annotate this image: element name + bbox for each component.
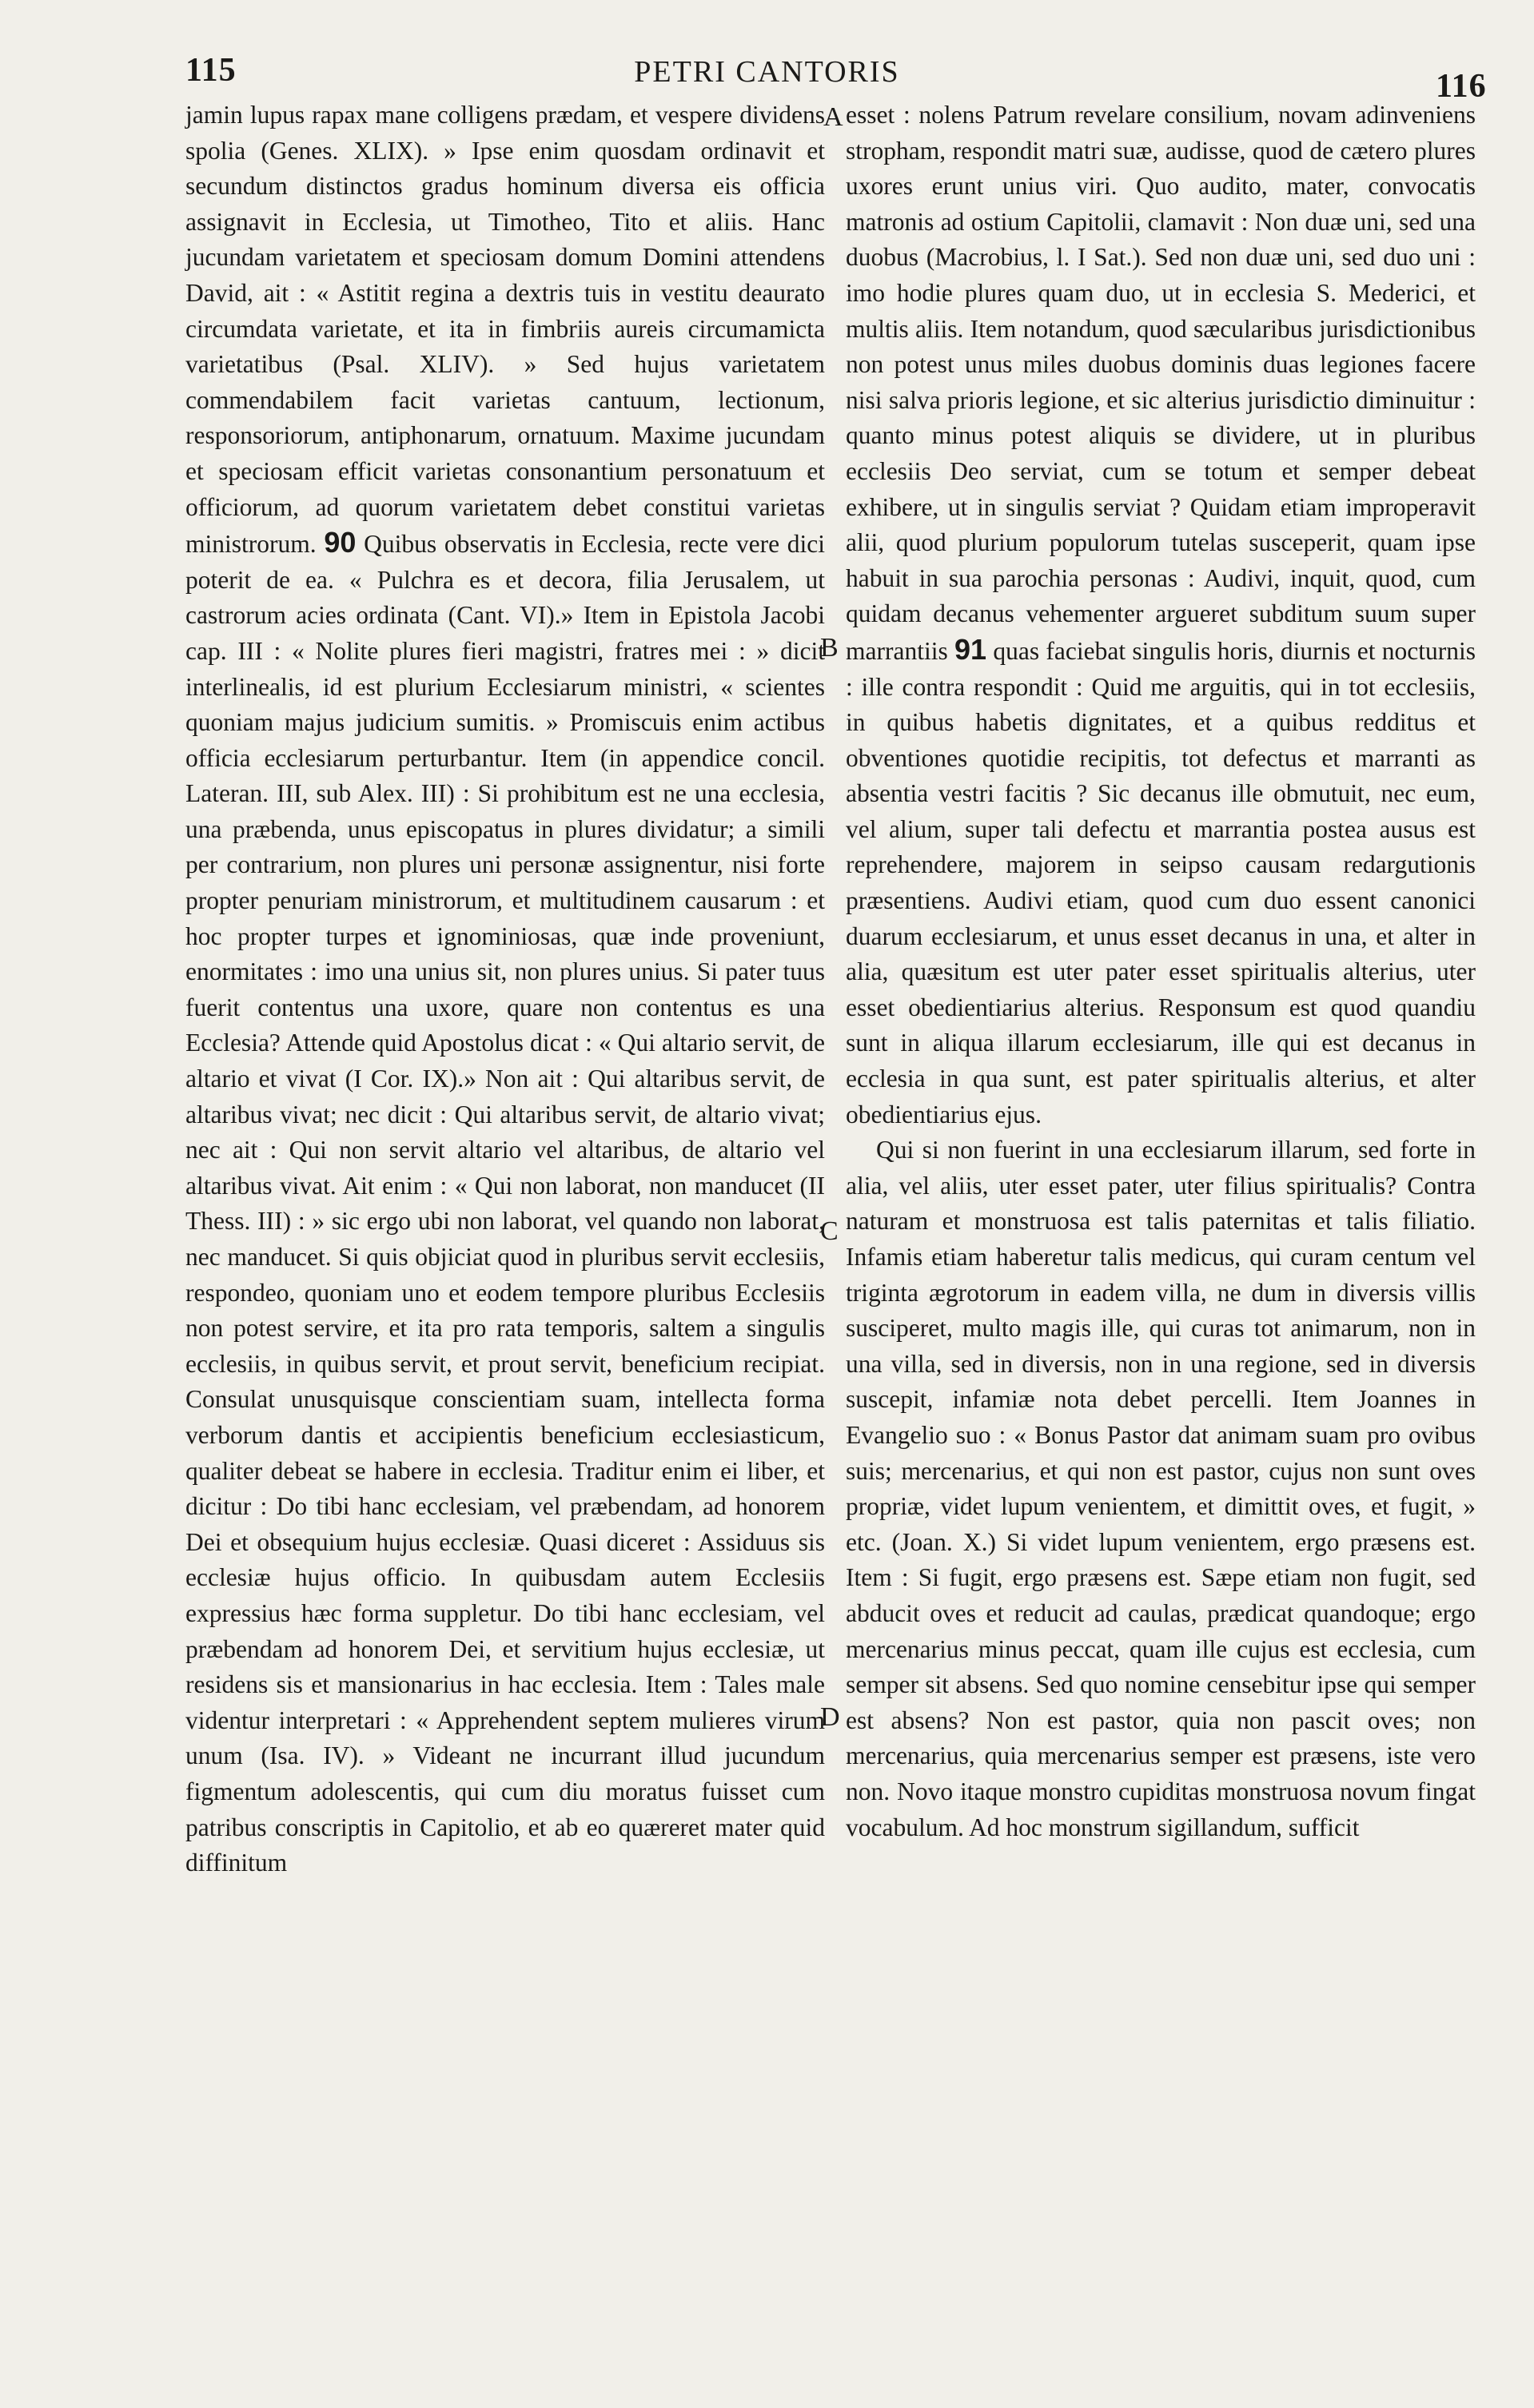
right-paragraph-2: Qui si non fuerint in una ecclesiarum illarum, sed forte in alia, vel aliis, uter esset pater, uter filius spiritualis? Contra naturam et monstruosa est talis paternitas et talis filiatio. Infamis etiam haberetur talis medicus, qui curam centum vel triginta ægrotorum in eadem villa, ne dum in diversis villis susciperet, multo magis ille, qui curas tot animarum, non in una villa, sed in diversis, non in una regione, sed in diversis suscepit, infamiæ nota debet percelli. Item Joannes in Evangelio suo : « Bonus Pastor dat animam suam pro ovibus suis; mercenarius, et qui non est pastor, cujus non sunt oves propriæ, videt lupum venientem, et dimittit oves, et fugit, » etc. (Joan. X.) Si videt lupum venientem, ergo præsens est. Item : Si fugit, ergo præsens est. Sæpe etiam non fugit, sed abducit oves et reducit ad caulas, prædicat quandoque; ergo mercenarius minus peccat, quam ille cujus est ecclesia, cum semper sit absens. Sed quo nomine censebitur ipse qui semper est absens? Non est pastor, quia non pascit oves; non mercenarius, quia mercenarius semper est præsens, iste vero non. Novo itaque monstro cupiditas monstruosa novum fingat vocabulum. Ad hoc monstrum sigillandum, sufficit xyxy=(846,1136,1476,1841)
left-text-a: jamin lupus rapax mane colligens prædam, et vespere dividens spolia (Genes. XLIX). » Ipse enim quosdam ordinavit et secundum distinctos gradus hominum diversa eis officia assignavit in Ecclesia, ut Timotheo, Tito et aliis. Hanc jucundam varietatem et speciosam domum Domini attendens David, ait : « Astitit regina a dextris tuis in vestitu deaurato circumdata varietate, et ita in fimbriis aureis circumamicta varietatibus (Psal. XLIV). » Sed hujus varietatem commendabilem facit varietas cantuum, lectionum, responsoriorum, antiphonarum, ornatuum. Maxime jucundam et speciosam efficit varietas consonantium personatuum et officiorum, ad quorum varietatem debet constitui varietas ministrorum. xyxy=(185,101,825,559)
right-text-a: esset : nolens Patrum revelare consilium, novam adinveniens stropham, respondit matri suæ, audisse, quod de cætero plures uxores erunt unius viri. Quo audito, mater, convocatis matronis ad ostium Capitolii, clamavit : Non duæ uni, sed una duobus (Macrobius, l. I Sat.). Sed non duæ uni, sed duo uni : imo hodie plures quam duo, ut in ecclesia S. Mederici, et multis aliis. Item notandum, quod sæcularibus jurisdictionibus non potest unus miles duobus dominis duas legiones facere nisi salva prioris legione, et sic alterius jurisdictio diminuitur : quanto minus potest aliquis se dividere, ut in pluribus ecclesiis Deo serviat, cum se totum et semper debeat exhibere, ut in singulis serviat ? Quidam etiam improperavit alii, quod plurium populorum tutelas susceperit, quam ipse habuit in sua parochia personas : Audivi, inquit, quod, cum quidam decanus vehementer argueret subditum suum super marrantiis xyxy=(846,101,1476,665)
left-column xyxy=(185,98,825,1881)
right-text-b: quas faciebat singulis horis, diurnis et nocturnis : ille contra respondit : Quid me arguitis, qui in tot ecclesiis, in quibus habetis dignitates, et a quibus redditus et obventiones quotidie recipitis, tot defectus et marranti as absentia vestri facitis ? Sic decanus ille obmutuit, nec eum, vel alium, super tali defectu et marrantia postea ausus est reprehendere, majorem in seipso causam redargutionis præsentiens. Audivi etiam, quod cum duo essent canonici duarum ecclesiarum, et unus esset decanus in una, et alter in alia, quæsitum est uter pater esset spiritualis alterius, uter esset obedientiarius alterius. Responsum est quod quandiu sunt in aliqua illarum ecclesiarum, ille qui est decanus in ecclesia in qua sunt, est pater spiritualis alterius, et alter obedientiarius ejus. xyxy=(846,636,1476,1128)
page-number-right: 116 xyxy=(1436,68,1487,105)
margin-marker-a: A xyxy=(823,102,843,132)
column-number-90: 90 xyxy=(324,526,357,559)
right-paragraph-1 xyxy=(846,98,1476,1132)
left-paragraph xyxy=(185,98,825,1881)
page-number-left: 115 xyxy=(185,52,237,89)
running-head: PETRI CANTORIS xyxy=(634,55,900,89)
column-number-91: 91 xyxy=(954,632,987,666)
left-text-b: Quibus observatis in Ecclesia, recte vere dici poterit de ea. « Pulchra es et decora, filia Jerusalem, ut castrorum acies ordinata (Cant. VI).» Item in Epistola Jacobi cap. III : « Nolite plures fieri magistri, fratres mei : » dicit interlinealis, id est plurium Ecclesiarum ministri, « scientes quoniam majus judicium sumitis. » Promiscuis enim actibus officia ecclesiarum perturbantur. Item (in appendice concil. Lateran. III, sub Alex. III) : Si prohibitum est ne una ecclesia, una præbenda, unus episcopatus in plures dividatur; a simili per contrarium, non plures uni personæ assignentur, nisi forte propter penuriam ministrorum, et multitudinem causarum : et hoc propter turpes et ignominiosas, quæ inde proveniunt, enormitates : imo una unius sit, non plures unius. Si pater tuus fuerit contentus una uxore, quare non contentus es una Ecclesia? Attende quid Apostolus dicat : « Qui altario servit, de altario et vivat (I Cor. IX).» Non ait : Qui altaribus servit, de altaribus vivat; nec dicit : Qui altaribus servit, de altario vivat; nec ait : Qui non servit altario vel altaribus, de altario vel altaribus vivat. Ait enim : « Qui non laborat, non manducet (II Thess. III) : » sic ergo ubi non laborat, vel quando non laborat, nec manducet. Si quis objiciat quod in pluribus servit ecclesiis, respondeo, quoniam uno et eodem tempore pluribus Ecclesiis non potest servire, et ita pro rata temporis, saltem a singulis ecclesiis, in quibus servit, et prout servit, beneficium recipiat. Consulat unusquisque conscientiam suam, intellecta forma verborum dantis et accipientis beneficium ecclesiasticum, qualiter debeat se habere in ecclesia. Traditur enim ei liber, et dicitur : Do tibi hanc ecclesiam, vel præbendam, ad honorem Dei et obsequium hujus ecclesiæ. Quasi diceret : Assiduus sis ecclesiæ hujus officio. In quibusdam autem Ecclesiis expressius hæc forma suppletur. Do tibi hanc ecclesiam, vel præbendam ad honorem Dei, et servitium hujus ecclesiæ, ut residens sis et mansionarius in hac ecclesia. Item : Tales male videntur interpretari : « Apprehendent septem mulieres virum unum (Isa. IV). » Videant ne incurrant illud jucundum figmentum adolescentis, qui cum diu moratus fuisset cum patribus conscriptis in Capitolio, et ab eo quæreret mater quid diffinitum xyxy=(185,530,826,1877)
margin-marker-d: D xyxy=(820,1702,840,1732)
margin-marker-c: C xyxy=(820,1216,839,1246)
margin-marker-b: B xyxy=(820,633,839,663)
right-column xyxy=(846,98,1476,1845)
